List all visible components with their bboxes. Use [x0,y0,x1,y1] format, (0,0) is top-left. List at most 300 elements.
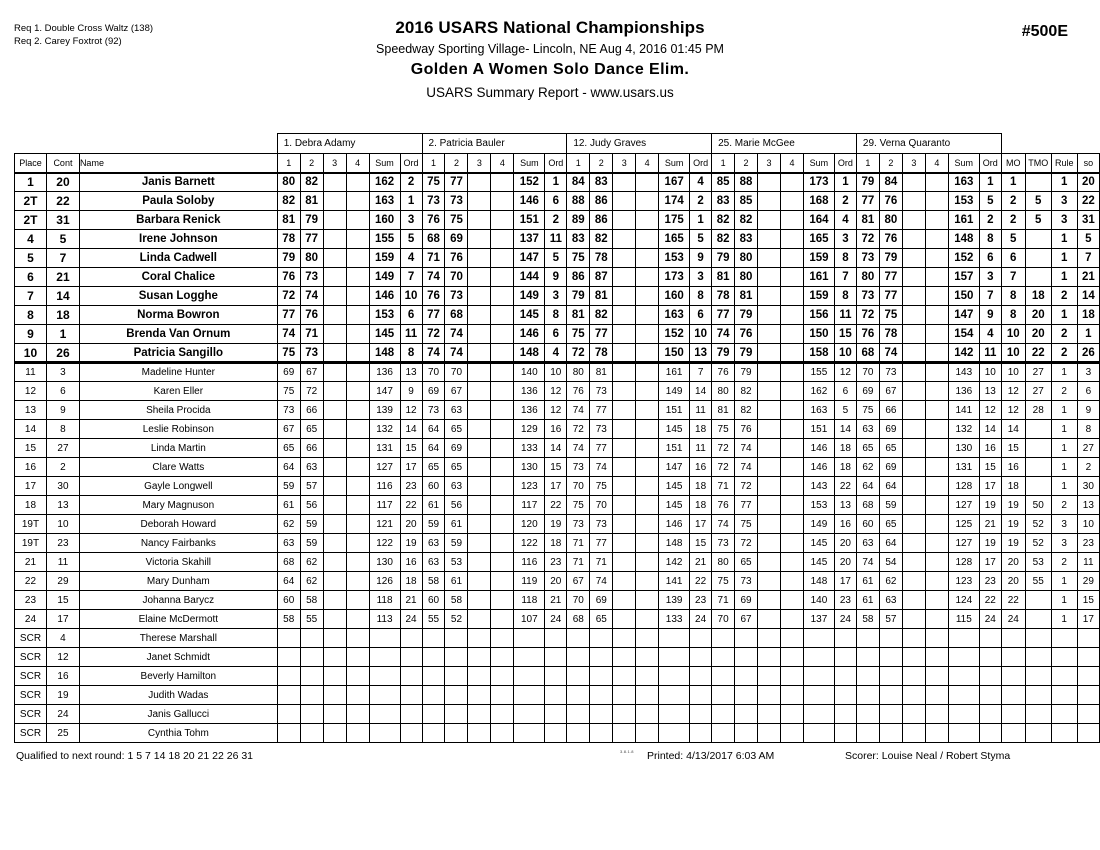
cell-place: SCR [15,629,47,648]
cell-place: 24 [15,610,47,629]
cell-score-j3-4 [636,401,659,420]
cell-score-j1-3 [323,610,346,629]
cell-score-j5-3 [902,515,925,534]
cell-ord-j3 [690,724,712,743]
cell-name: Cynthia Tohm [79,724,277,743]
col-header-score-3: 3 [468,154,491,173]
cell-score-j2-2: 73 [445,287,468,306]
cell-ord-j1: 5 [400,230,422,249]
cell-score-j3-4 [636,591,659,610]
cell-score-j2-1 [422,629,445,648]
cell-score-j3-2: 74 [590,572,613,591]
cell-sum-j4: 145 [803,553,834,572]
cell-score-j2-1: 55 [422,610,445,629]
cell-score-j5-4 [925,629,948,648]
cell-ord-j2: 24 [545,610,567,629]
cell-ord-j1: 23 [400,477,422,496]
cell-ord-j1: 1 [400,192,422,211]
table-row[interactable] [15,268,1100,287]
cell-tmo: 28 [1025,401,1051,420]
col-header-score-1: 1 [277,154,300,173]
cell-score-j1-2: 57 [300,477,323,496]
cell-score-j5-1: 75 [856,401,879,420]
cell-ord-j4: 7 [834,268,856,287]
cell-score-j1-4 [346,515,369,534]
cell-score-j1-3 [323,192,346,211]
table-row[interactable] [15,173,1100,192]
table-row[interactable] [15,401,1100,420]
cell-ord-j1: 3 [400,211,422,230]
cell-score-j4-2: 83 [735,230,758,249]
cell-score-j3-2: 82 [590,306,613,325]
cell-score-j1-3 [323,553,346,572]
cell-ord-j3: 18 [690,496,712,515]
cell-sum-j5: 127 [948,534,979,553]
cell-place: 16 [15,458,47,477]
cell-score-j1-3 [323,477,346,496]
cell-score-j5-4 [925,686,948,705]
cell-score-j5-2: 64 [879,534,902,553]
cell-name: Norma Bowron [79,306,277,325]
band-spacer [79,134,277,154]
cell-score-j1-4 [346,686,369,705]
cell-ord-j1 [400,686,422,705]
col-header-score-2: 2 [879,154,902,173]
cell-score-j3-2 [590,705,613,724]
cell-tmo: 5 [1025,192,1051,211]
cell-place: 14 [15,420,47,439]
cell-tmo: 27 [1025,363,1051,382]
cell-score-j2-3 [468,686,491,705]
cell-score-j1-3 [323,211,346,230]
cell-ord-j2: 9 [545,268,567,287]
cell-tmo: 18 [1025,287,1051,306]
cell-score-j2-1: 71 [422,249,445,268]
cell-score-j3-1: 73 [567,458,590,477]
table-row[interactable] [15,344,1100,363]
cell-score-j5-1 [856,648,879,667]
version-stamp: 3.8.1.8 [620,749,634,754]
cell-sum-j5 [948,705,979,724]
cell-score-j3-1: 67 [567,572,590,591]
cell-ord-j5 [979,648,1001,667]
cell-score-j3-4 [636,458,659,477]
cell-tmo [1025,249,1051,268]
col-header-score-2: 2 [735,154,758,173]
cell-so: 22 [1077,192,1099,211]
cell-ord-j1: 7 [400,268,422,287]
cell-place: SCR [15,705,47,724]
cell-score-j4-2: 67 [735,610,758,629]
cell-so: 21 [1077,268,1099,287]
cell-place: 6 [15,268,47,287]
cell-place: 17 [15,477,47,496]
cell-ord-j1: 16 [400,553,422,572]
cell-name: Paula Soloby [79,192,277,211]
cell-mo: 14 [1001,420,1025,439]
cell-score-j3-1: 71 [567,534,590,553]
cell-ord-j5 [979,667,1001,686]
cell-score-j1-1: 67 [277,420,300,439]
cell-sum-j5: 143 [948,363,979,382]
cell-ord-j1: 11 [400,325,422,344]
cell-score-j4-1: 83 [712,192,735,211]
cell-score-j1-2: 80 [300,249,323,268]
cell-score-j1-1: 58 [277,610,300,629]
cell-place: SCR [15,686,47,705]
cell-score-j4-1 [712,705,735,724]
table-row[interactable] [15,572,1100,591]
cell-score-j1-1: 80 [277,173,300,192]
cell-sum-j3: 151 [659,439,690,458]
cell-score-j2-2: 65 [445,458,468,477]
cell-so: 3 [1077,363,1099,382]
cell-mo: 8 [1001,287,1025,306]
cell-score-j5-1 [856,686,879,705]
cell-score-j3-3 [613,648,636,667]
cell-score-j5-3 [902,230,925,249]
cell-score-j5-3 [902,287,925,306]
cell-score-j2-4 [491,325,514,344]
col-header-sum: Sum [514,154,545,173]
cell-score-j4-4 [781,553,804,572]
cell-score-j5-2 [879,629,902,648]
cell-mo [1001,724,1025,743]
cell-sum-j1: 117 [369,496,400,515]
cell-ord-j3: 7 [690,363,712,382]
cell-score-j1-1: 74 [277,325,300,344]
cell-score-j3-3 [613,534,636,553]
cell-score-j2-4 [491,686,514,705]
cell-score-j5-4 [925,724,948,743]
table-row[interactable] [15,192,1100,211]
cell-name: Janis Barnett [79,173,277,192]
cell-score-j2-4 [491,249,514,268]
cell-ord-j3: 10 [690,325,712,344]
cell-rule: 1 [1051,306,1077,325]
cell-score-j1-1: 63 [277,534,300,553]
table-row[interactable] [15,534,1100,553]
col-header-tmo: TMO [1025,154,1051,173]
cell-score-j3-3 [613,287,636,306]
cell-place: 13 [15,401,47,420]
cell-ord-j3: 13 [690,344,712,363]
table-row[interactable] [15,553,1100,572]
cell-sum-j2: 148 [514,344,545,363]
cell-score-j4-3 [758,610,781,629]
cell-score-j3-1 [567,724,590,743]
cell-score-j1-1: 75 [277,344,300,363]
cell-ord-j4: 14 [834,420,856,439]
cell-score-j4-3 [758,553,781,572]
cell-score-j2-2: 59 [445,534,468,553]
cell-score-j4-3 [758,401,781,420]
cell-sum-j5: 154 [948,325,979,344]
cell-rule: 1 [1051,230,1077,249]
cell-score-j2-3 [468,667,491,686]
cell-sum-j1: 145 [369,325,400,344]
cell-score-j3-3 [613,686,636,705]
table-row[interactable] [15,648,1100,667]
cell-ord-j3: 5 [690,230,712,249]
col-header-name: Name [79,154,277,173]
cell-ord-j2: 20 [545,572,567,591]
cell-score-j5-1: 72 [856,306,879,325]
cell-score-j3-3 [613,553,636,572]
cell-place: 22 [15,572,47,591]
cell-sum-j1 [369,667,400,686]
cell-score-j4-1: 74 [712,325,735,344]
cell-sum-j1: 130 [369,553,400,572]
cell-sum-j1: 132 [369,420,400,439]
cell-score-j4-3 [758,667,781,686]
cell-score-j3-3 [613,458,636,477]
cell-score-j3-4 [636,629,659,648]
col-header-score-4: 4 [491,154,514,173]
cell-score-j5-4 [925,667,948,686]
cell-sum-j5: 136 [948,382,979,401]
cell-score-j1-2: 55 [300,610,323,629]
table-row[interactable] [15,477,1100,496]
table-row[interactable] [15,230,1100,249]
cell-score-j1-2: 79 [300,211,323,230]
cell-ord-j1: 10 [400,287,422,306]
cell-score-j4-1: 80 [712,553,735,572]
cell-mo: 19 [1001,515,1025,534]
cell-sum-j2: 117 [514,496,545,515]
cell-score-j5-1: 61 [856,572,879,591]
cell-rule: 1 [1051,401,1077,420]
cell-ord-j3 [690,705,712,724]
col-header-score-4: 4 [781,154,804,173]
table-row[interactable] [15,686,1100,705]
table-row[interactable] [15,439,1100,458]
table-row[interactable] [15,591,1100,610]
cell-score-j1-4 [346,458,369,477]
cell-sum-j2: 146 [514,325,545,344]
cell-ord-j2: 19 [545,515,567,534]
cell-ord-j3: 16 [690,458,712,477]
cell-name: Gayle Longwell [79,477,277,496]
table-row[interactable] [15,382,1100,401]
competition-title: 2016 USARS National Championships [395,18,705,37]
cell-score-j4-2 [735,667,758,686]
cell-score-j5-3 [902,401,925,420]
cell-sum-j5: 163 [948,173,979,192]
cell-ord-j3 [690,667,712,686]
table-row[interactable] [15,458,1100,477]
band-spacer [46,134,79,154]
cell-score-j2-1: 74 [422,344,445,363]
cell-score-j5-2: 65 [879,515,902,534]
table-row[interactable] [15,211,1100,230]
cell-sum-j1 [369,686,400,705]
results-table-body [15,134,1100,743]
cell-so: 10 [1077,515,1099,534]
cell-rule: 1 [1051,610,1077,629]
cell-score-j1-3 [323,173,346,192]
cell-sum-j4: 158 [803,344,834,363]
col-header-place: Place [15,154,47,173]
cell-score-j4-1: 82 [712,230,735,249]
cell-score-j2-3 [468,306,491,325]
cell-score-j1-3 [323,724,346,743]
cell-sum-j4: 159 [803,287,834,306]
table-row[interactable] [15,629,1100,648]
cell-score-j2-2: 58 [445,591,468,610]
cell-score-j5-3 [902,211,925,230]
cell-score-j2-2: 75 [445,211,468,230]
table-row[interactable] [15,306,1100,325]
cell-score-j4-2: 81 [735,287,758,306]
cell-place: 19T [15,515,47,534]
cell-score-j2-2 [445,686,468,705]
cell-sum-j1: 148 [369,344,400,363]
cell-sum-j2 [514,686,545,705]
cell-score-j1-3 [323,230,346,249]
cell-tmo: 50 [1025,496,1051,515]
cell-sum-j3 [659,705,690,724]
cell-score-j4-4 [781,230,804,249]
cell-tmo [1025,686,1051,705]
cell-score-j2-3 [468,572,491,591]
cell-score-j4-1: 70 [712,610,735,629]
table-row[interactable] [15,667,1100,686]
cell-score-j1-1: 62 [277,515,300,534]
table-row[interactable] [15,420,1100,439]
cell-mo [1001,629,1025,648]
cell-score-j1-3 [323,344,346,363]
cell-score-j1-1: 81 [277,211,300,230]
cell-score-j5-1: 63 [856,420,879,439]
cell-score-j2-3 [468,420,491,439]
cell-score-j3-3 [613,344,636,363]
cell-score-j5-4 [925,610,948,629]
cell-sum-j3 [659,724,690,743]
cell-score-j1-2: 62 [300,553,323,572]
cell-score-j4-3 [758,230,781,249]
cell-ord-j4: 15 [834,325,856,344]
cell-score-j3-1: 71 [567,553,590,572]
cell-score-j2-4 [491,192,514,211]
cell-score-j5-1: 58 [856,610,879,629]
cell-score-j1-1 [277,705,300,724]
cell-score-j2-1: 59 [422,515,445,534]
cell-score-j5-2: 54 [879,553,902,572]
cell-sum-j3: 148 [659,534,690,553]
cell-score-j5-3 [902,591,925,610]
cell-ord-j2: 18 [545,534,567,553]
cell-ord-j2: 23 [545,553,567,572]
table-row[interactable] [15,515,1100,534]
cell-score-j5-4 [925,363,948,382]
cell-score-j5-4 [925,553,948,572]
cell-sum-j2: 119 [514,572,545,591]
cell-ord-j4: 17 [834,572,856,591]
cell-score-j2-2: 77 [445,173,468,192]
cell-ord-j3 [690,686,712,705]
cell-score-j3-3 [613,477,636,496]
cell-score-j5-4 [925,648,948,667]
cell-score-j5-2 [879,724,902,743]
cell-sum-j5 [948,686,979,705]
cell-score-j3-3 [613,306,636,325]
cell-sum-j4 [803,667,834,686]
table-row[interactable] [15,325,1100,344]
cell-score-j5-3 [902,306,925,325]
cell-score-j5-3 [902,686,925,705]
cell-place: 5 [15,249,47,268]
cell-score-j4-3 [758,648,781,667]
cell-score-j3-3 [613,363,636,382]
cell-score-j2-2: 63 [445,477,468,496]
cell-score-j1-3 [323,306,346,325]
cell-score-j4-3 [758,724,781,743]
cell-ord-j4: 16 [834,515,856,534]
cell-score-j4-4 [781,610,804,629]
cell-score-j4-4 [781,344,804,363]
cell-score-j3-1: 88 [567,192,590,211]
cell-score-j3-4 [636,306,659,325]
cell-mo: 5 [1001,230,1025,249]
cell-score-j3-2: 70 [590,496,613,515]
cell-score-j3-2: 69 [590,591,613,610]
cell-tmo [1025,439,1051,458]
table-row[interactable] [15,363,1100,382]
cell-score-j4-3 [758,496,781,515]
cell-score-j1-2: 59 [300,534,323,553]
cell-score-j4-1: 81 [712,401,735,420]
cell-score-j3-2: 77 [590,439,613,458]
cell-sum-j5: 142 [948,344,979,363]
cell-score-j2-4 [491,553,514,572]
cell-ord-j1: 15 [400,439,422,458]
cell-tmo: 53 [1025,553,1051,572]
cell-score-j2-1: 64 [422,439,445,458]
cell-score-j2-1: 68 [422,230,445,249]
cell-score-j3-3 [613,268,636,287]
col-header-ord: Ord [690,154,712,173]
cell-score-j5-2: 77 [879,268,902,287]
cell-score-j5-4 [925,705,948,724]
table-row[interactable] [15,287,1100,306]
cell-score-j4-4 [781,629,804,648]
table-row[interactable] [15,610,1100,629]
cell-ord-j3: 1 [690,211,712,230]
cell-ord-j1 [400,648,422,667]
cell-score-j1-4 [346,610,369,629]
cell-score-j2-1: 61 [422,496,445,515]
cell-score-j5-2: 63 [879,591,902,610]
cell-score-j5-3 [902,439,925,458]
cell-score-j4-3 [758,344,781,363]
cell-sum-j1: 136 [369,363,400,382]
cell-ord-j5: 5 [979,192,1001,211]
table-row[interactable] [15,496,1100,515]
table-row[interactable] [15,724,1100,743]
col-header-ord: Ord [545,154,567,173]
cell-tmo [1025,705,1051,724]
cell-mo: 12 [1001,382,1025,401]
table-row[interactable] [15,249,1100,268]
cell-score-j4-4 [781,382,804,401]
cell-ord-j5 [979,705,1001,724]
cell-score-j3-1: 68 [567,610,590,629]
cell-score-j1-4 [346,249,369,268]
cell-score-j1-3 [323,534,346,553]
cell-score-j5-1: 61 [856,591,879,610]
table-row[interactable] [15,705,1100,724]
